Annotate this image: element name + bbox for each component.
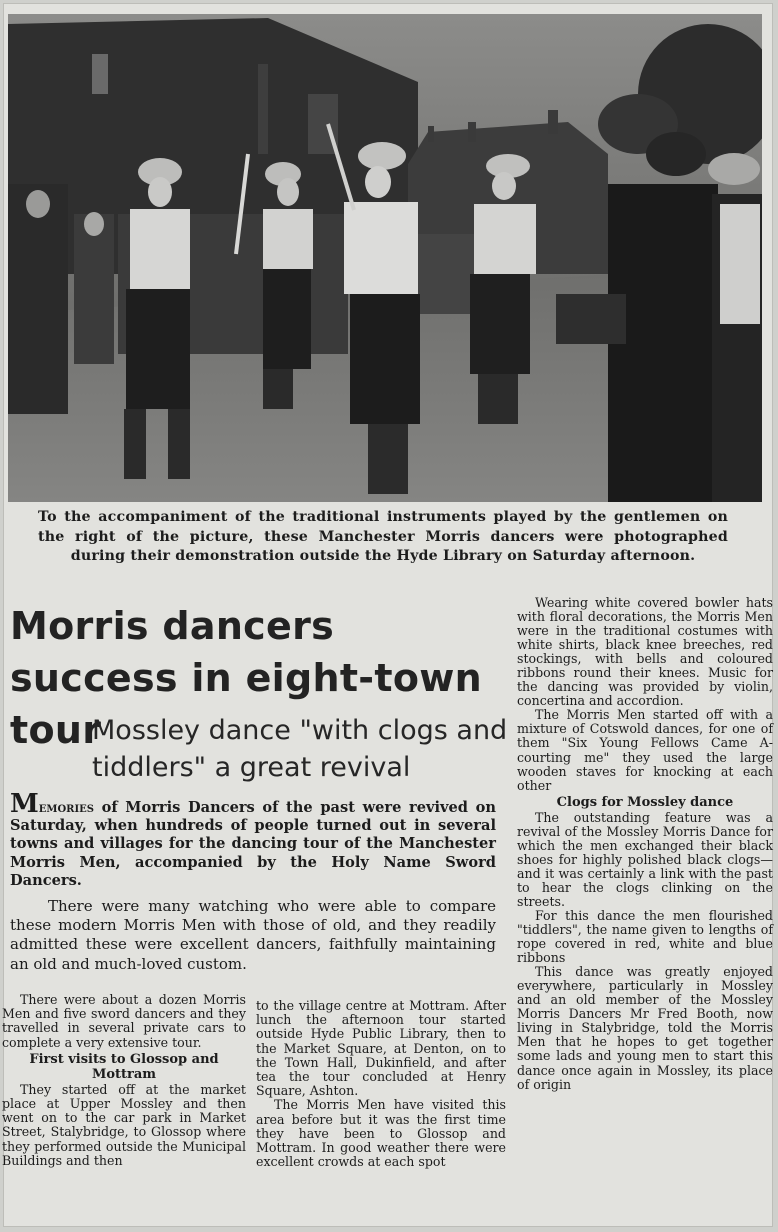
lead-text: of Morris Dancers of the past were revived on Saturday, when hundreds of people turned out in several towns and villages for the dancing tour of the Manchester Morris Men, accompanied by the Holy Name Sword Dancers. bbox=[10, 799, 496, 889]
column-3-paragraph-2: The Morris Men started off with a mixture of Cotswold dances, for one of them "Six Young Fellows Came A-courting me" they used the large wooden staves for knocking at each other bbox=[517, 707, 773, 793]
subheading-glossop: First visits to Glossop and Mottram bbox=[29, 1051, 219, 1082]
second-paragraph: There were many watching who were able to compare these modern Morris Men with those of old, and they readily admitted these were excellent dancers, faithfully maintaining an old and much-loved custom. bbox=[10, 897, 496, 973]
column-2-paragraph-1: to the village centre at Mottram. After lunch the afternoon tour started outside Hyde Public Library, then to the Market Square, at Denton, on to the Town Hall, Dukinfield, and after tea the tour concluded at Henry Square, Ashton. bbox=[256, 998, 506, 1099]
column-2-paragraph-2: The Morris Men have visited this area before but it was the first time they have been to Glossop and Mottram. In good weather there were excellent crowds at each spot bbox=[256, 1097, 506, 1170]
headline: Morris dancers success in eight-town tour bbox=[10, 604, 482, 752]
column-3 bbox=[517, 596, 773, 1092]
column-1-paragraph-1: There were about a dozen Morris Men and five sword dancers and they travelled in several private cars to complete a very extensive tour. bbox=[2, 992, 246, 1050]
column-2 bbox=[256, 999, 506, 1169]
morris-dancers-photo bbox=[8, 14, 762, 502]
photo-caption: To the accompaniment of the traditional instruments played by the gentlemen on the right of the picture, these Manchester Morris dancers were photographed during their demonstration outside the Hyde Library on Saturday afternoon. bbox=[38, 509, 728, 564]
column-1-paragraph-2: They started off at the market place at Upper Mossley and then went on to the car park in Market Street, Stalybridge, to Glossop where they performed outside the Municipal Buildings and then bbox=[2, 1081, 246, 1168]
column-3-paragraph-4: For this dance the men flourished "tiddlers", the name given to lengths of rope covered in red, white and blue ribbons bbox=[517, 907, 773, 966]
subheadline: Mossley dance "with clogs and tiddlers" a great revival bbox=[92, 715, 508, 783]
subheading-clogs: Clogs for Mossley dance bbox=[556, 794, 734, 810]
column-3-paragraph-1: Wearing white covered bowler hats with floral decorations, the Morris Men were in the traditional costumes with white shirts, black knee breeches, red stockings, with bells and coloured ribbons round their knees. Music for the dancing was provided by violin, concertina and accordion. bbox=[517, 595, 773, 709]
lead-paragraph bbox=[10, 789, 496, 890]
column-3-paragraph-3: The outstanding feature was a revival of the Mossley Morris Dance for which the men exchanged their black shoes for highly polished black clogs—and it was certainly a link with the past to hear the clogs clinking on the streets. bbox=[517, 809, 773, 909]
drop-cap: M bbox=[10, 789, 39, 819]
column-1 bbox=[2, 993, 246, 1168]
lead-smallcaps: emories bbox=[38, 799, 95, 816]
column-3-paragraph-5: This dance was greatly enjoyed everywhere, particularly in Mossley and an old member of the Mossley Morris Dancers Mr Fred Booth, now living in Stalybridge, told the Morris Men that he hopes to get together some lads and young men to start this dance once again in Mossley, its place of origin bbox=[517, 964, 773, 1092]
